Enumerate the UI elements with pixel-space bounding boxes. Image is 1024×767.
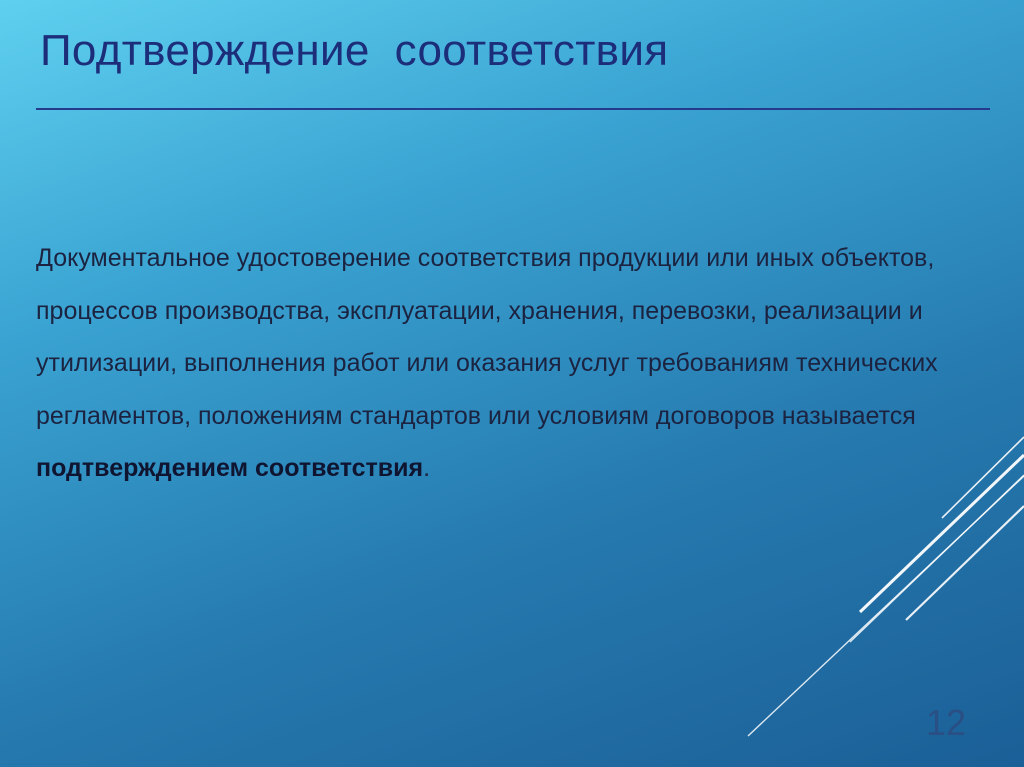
decor-line-4 xyxy=(906,506,1024,620)
decor-line-2 xyxy=(860,455,1024,612)
decor-line-1 xyxy=(942,437,1024,518)
slide-page-number: 12 xyxy=(925,702,966,743)
body-main-text: Документальное удостоверение соответствия продукции или иных объектов, процессов производства, эксплуатации, хранения, перевозки, реализации и утилизации, выполнения работ или оказания услуг требованиям технических регламентов, положениям стандартов или условиям договоров называется xyxy=(36,244,938,430)
body-end-punctuation: . xyxy=(423,454,431,482)
body-bold-term: подтверждением соответствия xyxy=(36,454,424,482)
slide-title: Подтверждение соответствия xyxy=(40,26,669,75)
decor-line-5 xyxy=(748,476,1024,736)
